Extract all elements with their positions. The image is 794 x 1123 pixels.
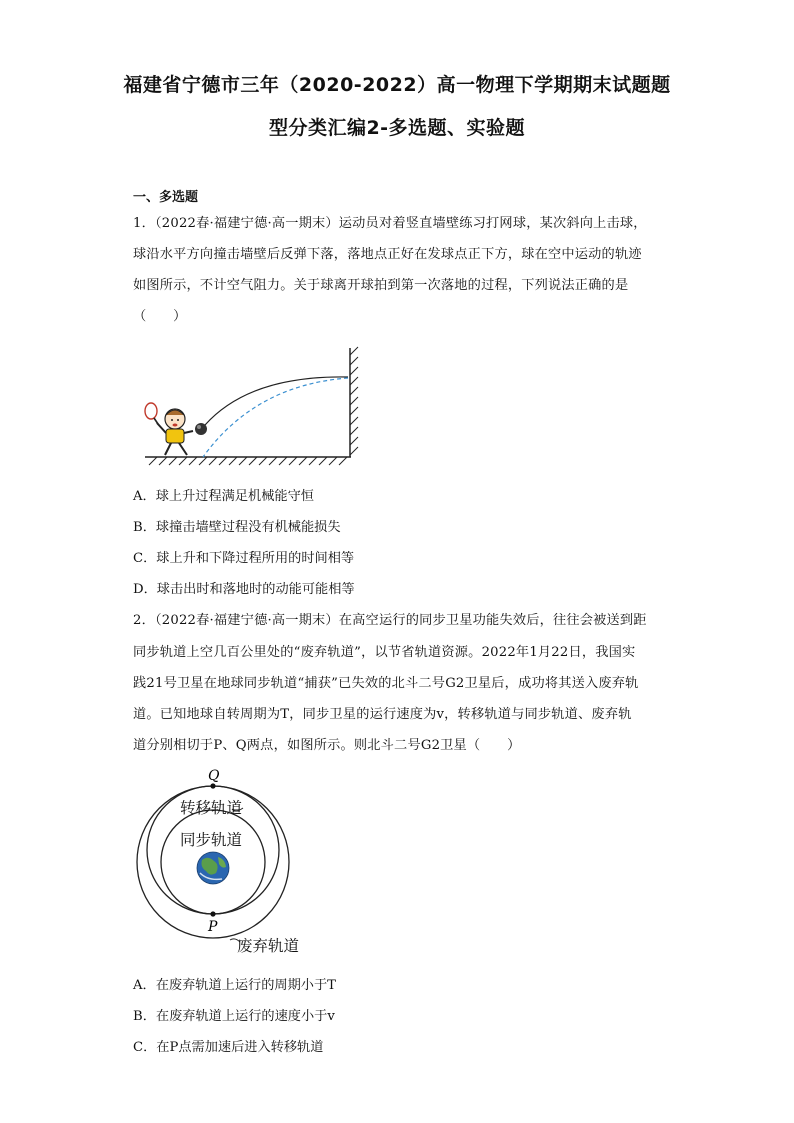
document-title-line-2: 型分类汇编2-多选题、实验题 (268, 117, 526, 139)
earth-icon (197, 852, 229, 884)
q2-text-line-3: 践21号卫星在地球同步轨道“捕获”已失效的北斗二号G2卫星后，成功将其送入废弃轨 (133, 676, 639, 691)
q1-option-b: B．球撞击墙壁过程没有机械能损失 (133, 520, 341, 535)
tennis-wall-figure (135, 345, 370, 467)
downward-trajectory-dashed (203, 378, 348, 457)
document-title-line-1: 福建省宁德市三年（2020-2022）高一物理下学期期末试题题 (123, 74, 671, 96)
orbit-figure (130, 765, 350, 960)
q2-option-b: B．在废弃轨道上运行的速度小于v (133, 1009, 335, 1024)
point-p-dot (210, 911, 215, 916)
q2-option-c: C．在P点需加速后进入转移轨道 (133, 1040, 324, 1055)
section-heading-multiple-choice: 一、多选题 (133, 190, 199, 205)
q2-text-line-4: 道。已知地球自转周期为T，同步卫星的运行速度为v，转移轨道与同步轨道、废弃轨 (133, 707, 632, 722)
wall-hatching (350, 347, 358, 455)
upward-trajectory (205, 377, 348, 425)
q2-option-a: A．在废弃轨道上运行的周期小于T (133, 978, 336, 993)
tennis-ball (195, 423, 207, 435)
label-transfer-orbit: 转移轨道 (180, 799, 243, 817)
ground-hatching (149, 457, 347, 465)
label-p: P (208, 919, 218, 935)
q2-text-line-2: 同步轨道上空几百公里处的“废弃轨道”，以节省轨道资源。2022年1月22日，我国实 (133, 645, 636, 660)
label-q: Q (208, 768, 220, 784)
q2-text-line-1: 2．（2022春·福建宁德·高一期末）在高空运行的同步卫星功能失效后，往往会被送到距 (133, 613, 647, 628)
point-q-dot (210, 783, 215, 788)
label-abandon-orbit: 废弃轨道 (237, 937, 300, 955)
q1-text-line-4: （ ） (133, 309, 187, 324)
q1-text-line-3: 如图所示，不计空气阻力。关于球离开球拍到第一次落地的过程，下列说法正确的是 (133, 278, 629, 293)
q1-option-c: C．球上升和下降过程所用的时间相等 (133, 551, 355, 566)
q1-text-line-2: 球沿水平方向撞击墙壁后反弹下落，落地点正好在发球点正下方，球在空中运动的轨迹 (133, 247, 642, 262)
q1-option-a: A．球上升过程满足机械能守恒 (133, 489, 314, 504)
q1-option-d: D．球击出时和落地时的动能可能相等 (133, 582, 355, 597)
racket (145, 403, 157, 419)
q1-text-line-1: 1．（2022春·福建宁德·高一期末）运动员对着竖直墙壁练习打网球，某次斜向上击球， (133, 216, 647, 231)
player-figure (145, 403, 193, 455)
q2-text-line-5: 道分别相切于P、Q两点，如图所示。则北斗二号G2卫星（ ） (133, 738, 521, 753)
label-sync-orbit: 同步轨道 (180, 831, 243, 849)
